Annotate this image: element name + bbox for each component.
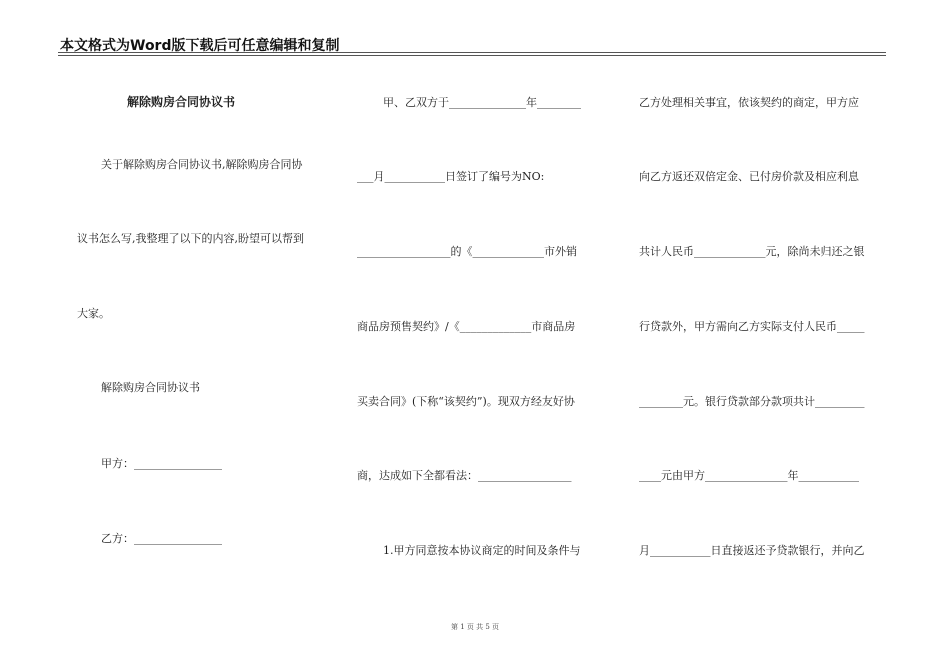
paragraph-line: 议书怎么写,我整理了以下的内容,盼望可以帮到 <box>77 232 304 245</box>
paragraph-line: 关于解除购房合同协议书,解除购房合同协 <box>101 158 303 171</box>
paragraph-line: 买卖合同》(下称“该契约”)。现双方经友好协 <box>357 395 575 408</box>
section-heading: 解除购房合同协议书 <box>101 381 200 394</box>
document-header: 本文格式为Word版下载后可任意编辑和复制 <box>60 38 340 54</box>
party-a-line: 甲方：________________ <box>101 457 222 470</box>
paragraph-line: 甲、乙双方于______________年________ <box>383 96 581 109</box>
paragraph-line: 行贷款外，甲方需向乙方实际支付人民币_____ <box>639 320 865 333</box>
paragraph-line: _________________的《_____________市外销 <box>357 245 577 258</box>
party-b-line: 乙方：________________ <box>101 532 222 545</box>
paragraph-line: 大家。 <box>77 307 110 320</box>
paragraph-line: 商，达成如下全都看法：_________________ <box>357 469 572 482</box>
paragraph-line: 乙方处理相关事宜，依该契约的商定，甲方应 <box>639 96 859 109</box>
header-rule-bottom <box>58 55 886 56</box>
paragraph-line: ____元由甲方_______________年___________ <box>639 469 859 482</box>
paragraph-line: 向乙方返还双倍定金、已付房价款及相应利息 <box>639 170 859 183</box>
clause-line: 1.甲方同意按本协议商定的时间及条件与 <box>383 544 581 557</box>
paragraph-line: ________元。银行贷款部分款项共计_________ <box>639 395 865 408</box>
paragraph-line: 商品房预售契约》/《_____________市商品房 <box>357 320 576 333</box>
paragraph-line: 月___________日直接返还予贷款银行，并向乙 <box>639 544 865 557</box>
header-rule-top <box>58 52 886 53</box>
page-footer: 第 1 页 共 5 页 <box>450 623 500 631</box>
paragraph-line: ___月___________日签订了编号为NO: <box>357 170 545 183</box>
paragraph-line: 共计人民币_____________元，除尚未归还之银 <box>639 245 865 258</box>
document-title: 解除购房合同协议书 <box>127 95 236 109</box>
